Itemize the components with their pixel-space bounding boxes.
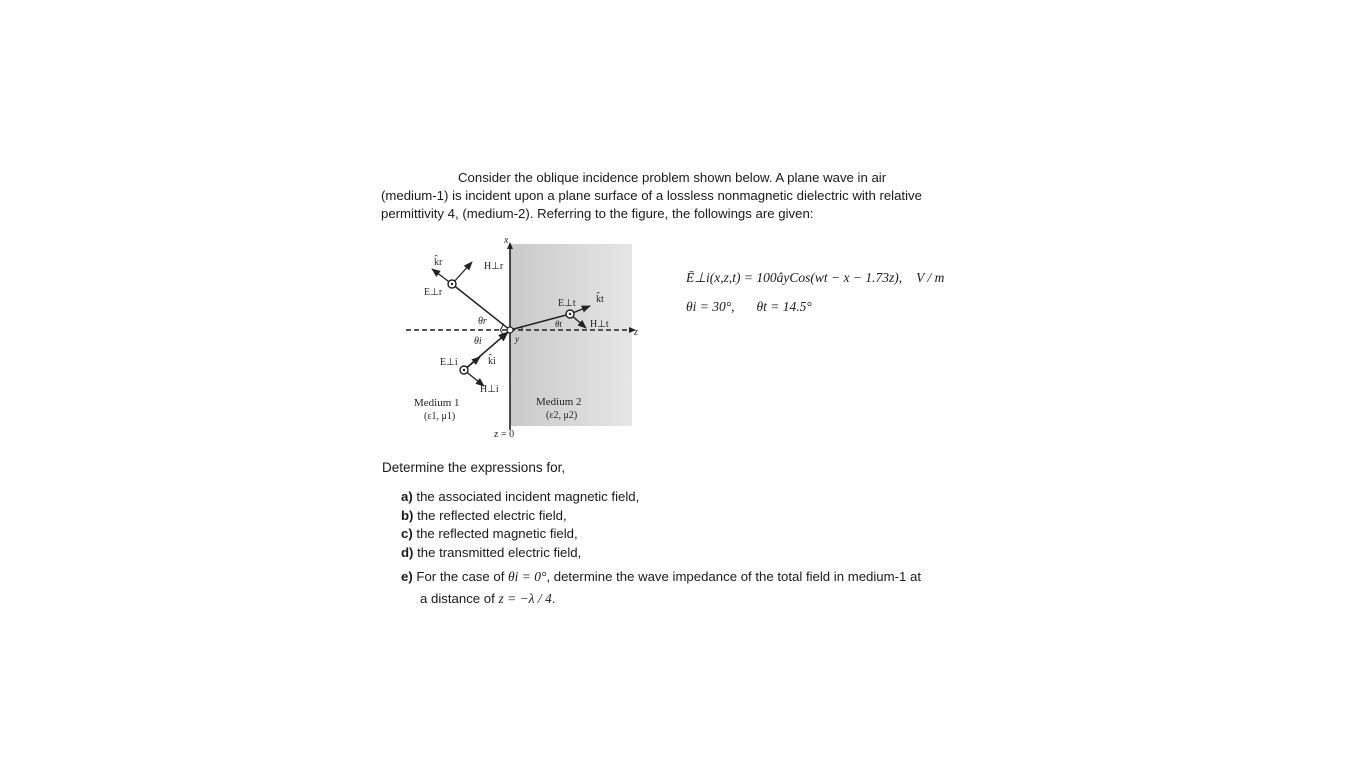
oblique-incidence-figure: [400, 234, 650, 444]
medium-2-params: (ε2, μ2): [546, 410, 578, 421]
medium-1-label: Medium 1: [414, 397, 460, 409]
distance-math: z = −λ / 4: [498, 591, 552, 606]
theta-r-label: θr: [478, 316, 487, 327]
h-reflected-label: H⊥r: [484, 261, 504, 272]
field-equation-row: [686, 263, 944, 292]
incident-field-equation: Ē⊥i(x,z,t) = 100âyCos(wt − x − 1.73z),: [686, 270, 903, 285]
intro-line-2: (medium-1) is incident upon a plane surface of a lossless nonmagnetic dielectric with relative: [381, 188, 922, 203]
problem-intro: [381, 169, 1001, 223]
theta-transmitted-value: θt = 14.5°: [756, 299, 812, 314]
determine-heading: Determine the expressions for,: [382, 460, 566, 475]
list-item: b) the reflected electric field,: [401, 507, 567, 523]
axis-z-label: z: [634, 327, 638, 338]
list-item-e: e) For the case of θi = 0°, determine the wave impedance of the total field in medium-1 at a distance of z = −λ / 4.: [401, 566, 1001, 610]
axis-y-label: y: [515, 334, 519, 344]
k-incident-label: k̂i: [488, 356, 496, 367]
e-incident-label: E⊥i: [440, 357, 458, 368]
intro-line-1: Consider the oblique incidence problem shown below. A plane wave in air: [458, 170, 887, 185]
angles-row: [686, 292, 944, 321]
axis-x-label: x: [504, 235, 509, 246]
medium-2-label: Medium 2: [536, 396, 582, 408]
theta-t-label: θt: [555, 319, 562, 329]
h-incident-label: H⊥i: [480, 384, 499, 395]
list-item: d) the transmitted electric field,: [401, 544, 582, 560]
e-transmitted-label: E⊥t: [558, 298, 576, 309]
k-reflected-label: k̂r: [434, 257, 443, 268]
medium-1-params: (ε1, μ1): [424, 411, 456, 422]
k-transmitted-label: k̂t: [596, 294, 604, 305]
angle-arc-incident: [500, 330, 503, 337]
intro-line-3: permittivity 4, (medium-2). Referring to the figure, the followings are given:: [381, 206, 814, 221]
boundary-label: z = 0: [494, 429, 515, 440]
item-e-continuation: a distance of z = −λ / 4.: [420, 591, 556, 606]
question-list: [401, 488, 1001, 610]
list-item: a) the associated incident magnetic field,: [401, 489, 640, 504]
given-equations: [686, 263, 944, 321]
e-reflected-label: E⊥r: [424, 287, 443, 298]
origin-dot: [507, 327, 513, 333]
theta-i-label: θi: [474, 336, 482, 347]
theta-zero-math: θi = 0°: [508, 569, 547, 584]
h-transmitted-label: H⊥t: [590, 319, 609, 330]
list-item: c) the reflected magnetic field,: [401, 526, 578, 541]
field-unit: V / m: [916, 270, 945, 285]
theta-incident-value: θi = 30°,: [686, 299, 735, 314]
